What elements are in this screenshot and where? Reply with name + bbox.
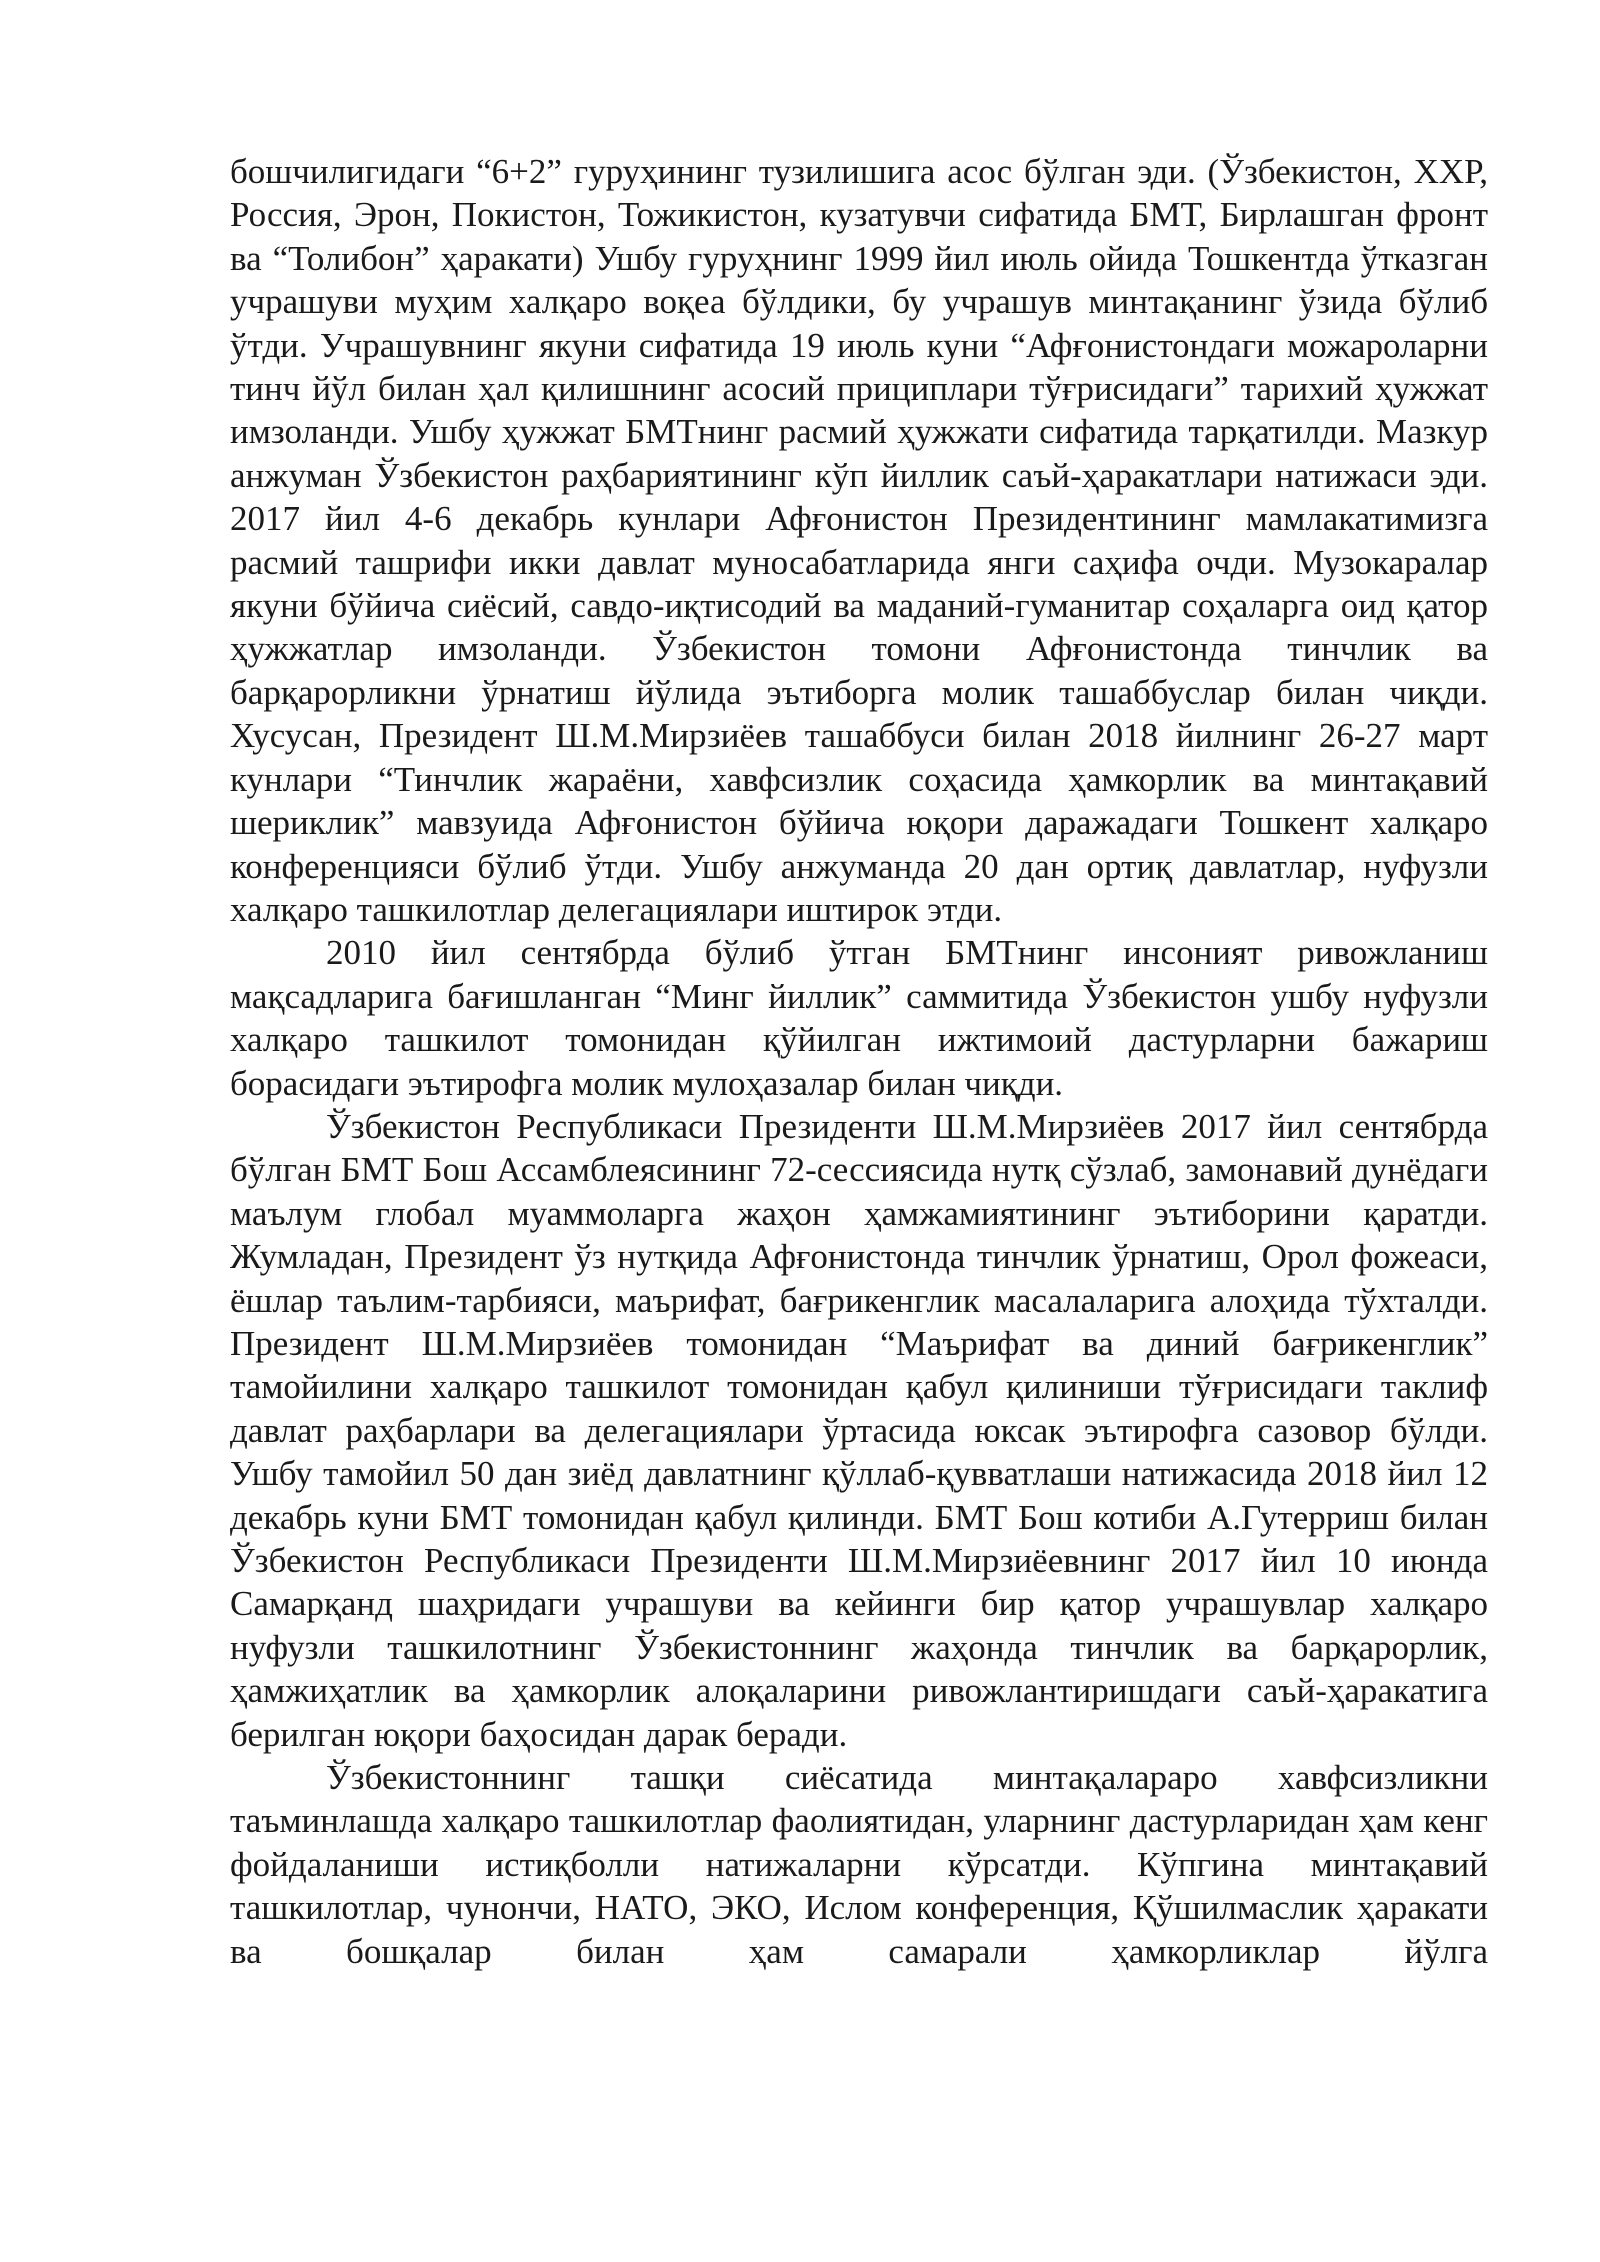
paragraph-continuation: бошчилигидаги “6+2” гуруҳининг тузилишига асос бўлган эди. (Ўзбекистон, ХХР, Россия, Эрон, Покистон, Тожикистон, кузатувчи сифатида БМТ, Бирлашган фронт ва “Толибон” ҳаракати) Ушбу гуруҳнинг 1999 йил июль ойида Тошкентда ўтказган учрашуви муҳим халқаро воқеа бўлдики, бу учрашув минтақанинг ўзида бўлиб ўтди. Учрашувнинг якуни сифатида 19 июль куни “Афғонистондаги можароларни тинч йўл билан ҳал қилишнинг асосий прициплари тўғрисидаги” тарихий ҳужжат имзоланди. Ушбу ҳужжат БМТнинг расмий ҳужжати сифатида тарқатилди. Мазкур анжуман Ўзбекистон раҳбариятининг кўп йиллик саъй-ҳаракатлари натижаси эди. 2017 йил 4-6 декабрь кунлари Афғонистон Президентининг мамлакатимизга расмий ташрифи икки давлат муносабатларида янги саҳифа очди. Музокаралар якуни бўйича сиёсий, савдо-иқтисодий ва маданий-гуманитар соҳаларга оид қатор ҳужжатлар имзоланди. Ўзбекистон томони Афғонистонда тинчлик ва барқарорликни ўрнатиш йўлида эътиборга молик ташаббуслар билан чиқди. Хусусан, Президент Ш.М.Мирзиёев ташаббуси билан 2018 йилнинг 26-27 март кунлари “Тинчлик жараёни, хавфсизлик соҳасида ҳамкорлик ва минтақавий шериклик” мавзуида Афғонистон бўйича юқори даражадаги Тошкент халқаро конференцияси бўлиб ўтди. Ушбу анжуманда 20 дан ортиқ давлатлар, нуфузли халқаро ташкилотлар делегациялари иштирок этди. (230, 152, 1488, 929)
paragraph-general-assembly: Ўзбекистон Республикаси Президенти Ш.М.Мирзиёев 2017 йил сентябрда бўлган БМТ Бош Ассамблеясининг 72-сессиясида нутқ сўзлаб, замонавий дунёдаги маълум глобал муаммоларга жаҳон ҳамжамиятининг эътиборини қаратди. Жумладан, Президент ўз нутқида Афғонистонда тинчлик ўрнатиш, Орол фожеаси, ёшлар таълим-тарбияси, маърифат, бағрикенглик масалаларига алоҳида тўхталди. Президент Ш.М.Мирзиёев томонидан “Маърифат ва диний бағрикенглик” тамойилини халқаро ташкилот томонидан қабул қилиниши тўғрисидаги таклиф давлат раҳбарлари ва делегациялари ўртасида юксак эътирофга сазовор бўлди. Ушбу тамойил 50 дан зиёд давлатнинг қўллаб-қувватлаши натижасида 2018 йил 12 декабрь куни БМТ томонидан қабул қилинди. БМТ Бош котиби А.Гутерриш билан Ўзбекистон Республикаси Президенти Ш.М.Мирзиёевнинг 2017 йил 10 июнда Самарқанд шаҳридаги учрашуви ва кейинги бир қатор учрашувлар халқаро нуфузли ташкилотнинг Ўзбекистоннинг жаҳонда тинчлик ва барқарорлик, ҳамжиҳатлик ва ҳамкорлик алоқаларини ривожлантиришдаги саъй-ҳаракатига берилган юқори баҳосидан дарак беради. (230, 1106, 1488, 1754)
paragraph-foreign-policy: Ўзбекистоннинг ташқи сиёсатида минтақалараро хавфсизликни таъминлашда халқаро ташкилотлар фаолиятидан, уларнинг дастурларидан ҳам кенг фойдаланиши истиқболли натижаларни кўрсатди. Кўпгина минтақавий ташкилотлар, чунончи, НАТО, ЭКО, Ислом конференция, Қўшилмаслик ҳаракати ва бошқалар билан ҳам самарали ҳамкорликлар йўлга (230, 1758, 1488, 1971)
paragraph-millennium-summit: 2010 йил сентябрда бўлиб ўтган БМТнинг инсоният ривожланиш мақсадларига бағишланган “Минг йиллик” саммитида Ўзбекистон ушбу нуфузли халқаро ташкилот томонидан қўйилган ижтимоий дастурларни бажариш борасидаги эътирофга молик мулоҳазалар билан чиқди. (230, 933, 1488, 1103)
document-body (230, 150, 1488, 1973)
